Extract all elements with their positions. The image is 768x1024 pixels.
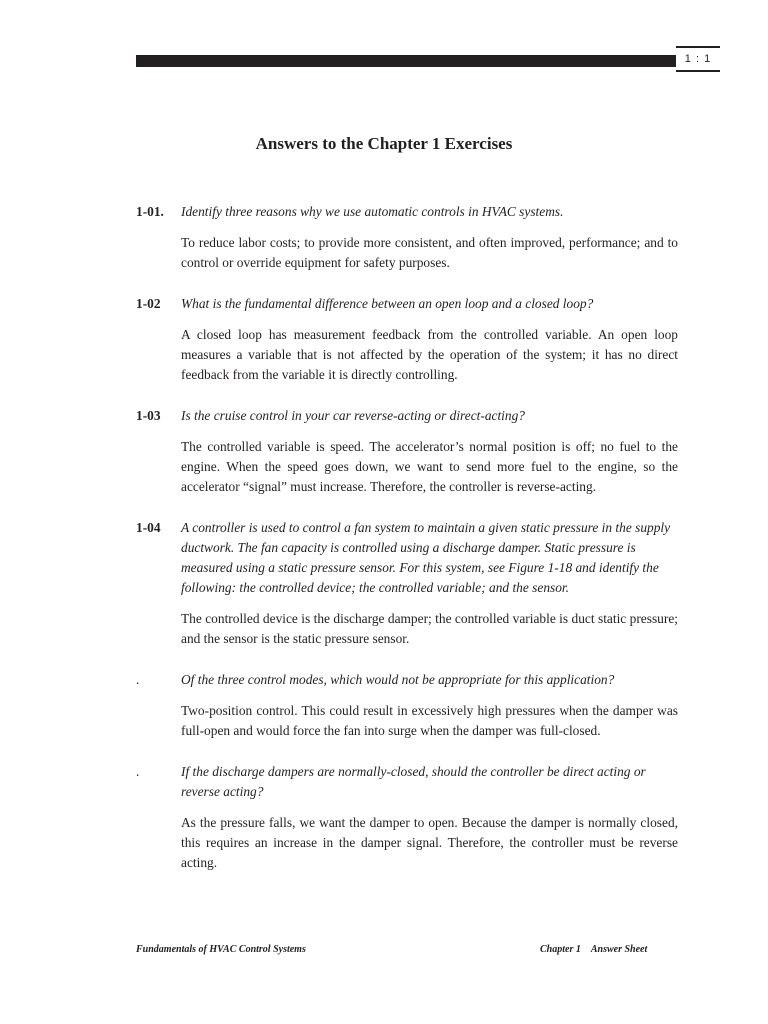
exercise-number: . [136, 764, 140, 779]
exercise-number: 1-03 [136, 408, 161, 423]
exercise-item [136, 202, 678, 273]
exercise-item [136, 670, 678, 741]
footer-chapter-info [540, 944, 647, 955]
footer-sheet: Answer Sheet [590, 944, 648, 955]
question-text: Is the cruise control in your car reverse-acting or direct-acting? [181, 408, 525, 423]
question-text: What is the fundamental difference between an open loop and a closed loop? [181, 296, 594, 311]
question-text: Identify three reasons why we use automatic controls in HVAC systems. [181, 204, 564, 219]
exercise-item [136, 294, 678, 385]
exercise-item [136, 406, 678, 497]
page-number: 1 : 1 [676, 46, 720, 72]
exercise-number: 1-01. [136, 204, 164, 219]
answer-text: As the pressure falls, we want the damper to open. Because the damper is normally closed, this requires an increase in the damper signal. Therefore, the controller must be reverse acting. [181, 815, 678, 870]
question-text: A controller is used to control a fan system to maintain a given static pressure in the supply ductwork. The fan capacity is controlled using a discharge damper. Static pressure is measured using a static pressure sensor. For this system, see Figure 1-18 and identify the following: the controlled device; the controlled variable; and the sensor. [181, 520, 671, 595]
answer-text: The controlled variable is speed. The accelerator’s normal position is off; no fuel to the engine. When the speed goes down, we want to send more fuel to the engine, so the accelerator “signal” must increase. Therefore, the controller is reverse-acting. [181, 439, 678, 494]
header-bar [136, 55, 676, 67]
exercise-item [136, 762, 678, 873]
footer-book-title: Fundamentals of HVAC Control Systems [136, 944, 306, 955]
exercise-number: 1-02 [136, 296, 161, 311]
question-row [136, 406, 678, 426]
answer-text: Two-position control. This could result in excessively high pressures when the damper was full-open and would force the fan into surge when the damper was full-closed. [181, 703, 678, 738]
page-title: Answers to the Chapter 1 Exercises [255, 134, 513, 153]
footer-chapter: Chapter 1 [540, 944, 581, 955]
answer-text: The controlled device is the discharge damper; the controlled variable is duct static pressure; and the sensor is the static pressure sensor. [181, 611, 678, 646]
question-row [136, 294, 678, 314]
exercise-list [136, 202, 678, 894]
question-text: Of the three control modes, which would not be appropriate for this application? [181, 672, 615, 687]
answer-text: A closed loop has measurement feedback from the controlled variable. An open loop measures a variable that is not affected by the operation of the system; it has no direct feedback from the variable it is directly controlling. [181, 327, 678, 382]
question-text: If the discharge dampers are normally-closed, should the controller be direct acting or reverse acting? [181, 764, 646, 799]
question-row [136, 670, 678, 690]
answer-text: To reduce labor costs; to provide more consistent, and often improved, performance; and to control or override equipment for safety purposes. [181, 235, 678, 270]
exercise-number: 1-04 [136, 520, 161, 535]
exercise-item [136, 518, 678, 649]
question-row [136, 762, 678, 802]
exercise-number: . [136, 672, 140, 687]
question-row [136, 202, 678, 222]
question-row [136, 518, 678, 598]
